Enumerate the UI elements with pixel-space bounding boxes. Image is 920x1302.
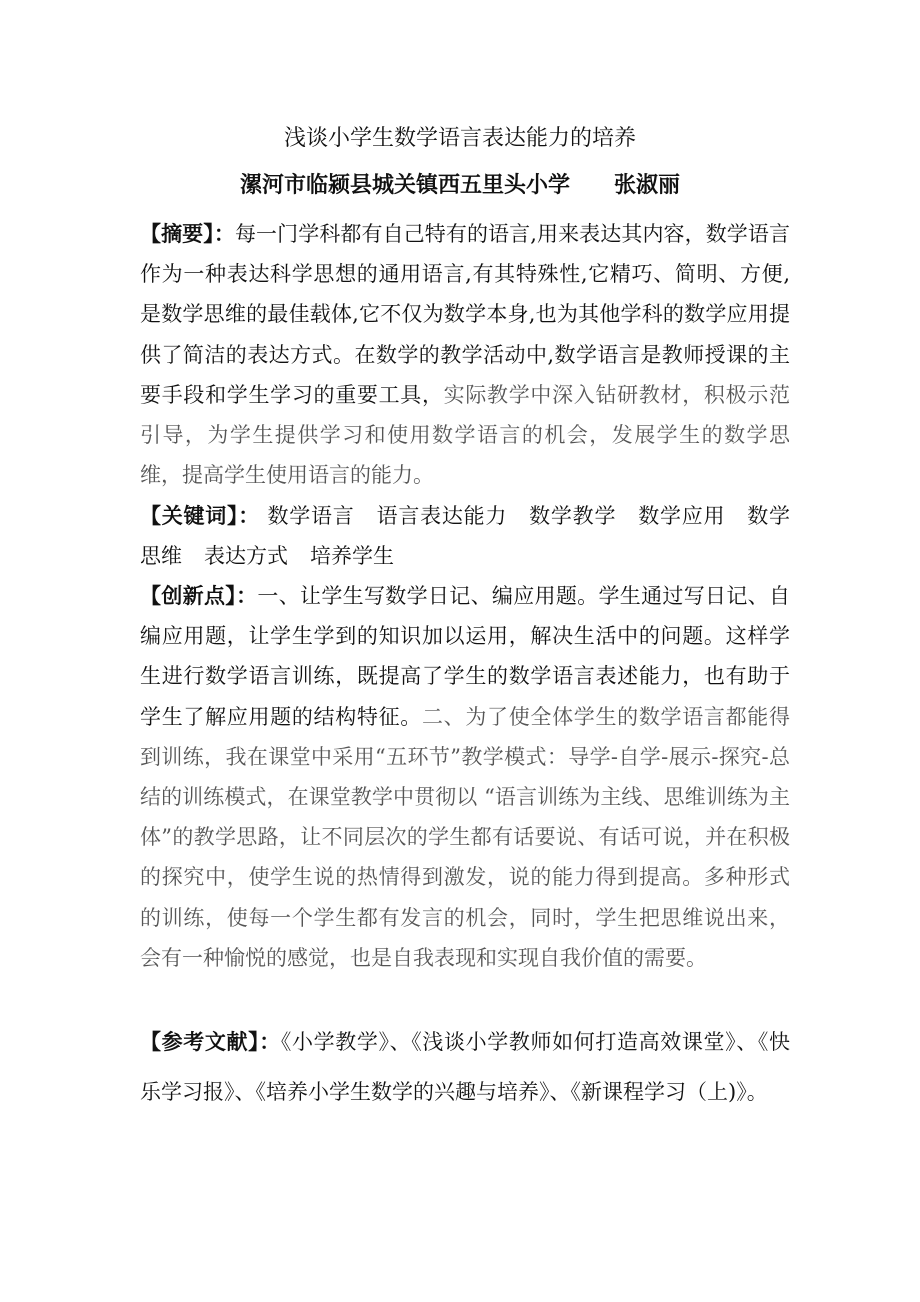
abstract-text: 每一门学科都有自己特有的语言,用来表达其内容，数学语言作为一种表达科学思想的通用语言,有其特殊性,它精巧、简明、方便,是数学思维的最佳载体,它不仅为数学本身,也为其他学科的数学应用提供了简洁的表达方式。在数学的教学活动中,数学语言是教师授课的主要手段和学生学习的重要工具，: [140, 222, 790, 407]
abstract-section: [140, 214, 790, 495]
keyword-item: 数学应用: [638, 504, 726, 528]
references-label: 【参考文献】：: [140, 1029, 281, 1054]
abstract-label: 【摘要】：: [140, 221, 235, 246]
references-section: [140, 1017, 790, 1117]
keyword-item: 表达方式: [204, 544, 288, 569]
keyword-item: 语言表达能力: [376, 504, 508, 528]
innovation-text-gray: 二、为了使全体学生的数学语言都能得到训练，我在课堂中采用“五环节”教学模式：导学-自学-展示-探究-总结的训练模式，在课堂教学中贯彻以 “语言训练为主线、思维训练为主体”的教学思路，让不同层次的学生都有话要说、有话可说，并在积极的探究中，使学生说的热情得到激发，说的能力得到提高。多种形式的训练，使每一个学生都有发言的机会，同时，学生把思维说出来，会有一种愉悦的感觉，也是自我表现和实现自我价值的需要。: [140, 704, 791, 970]
keywords-label: 【关键词】：: [140, 503, 261, 528]
keyword-item: 数学语言: [267, 504, 355, 528]
references-text: 《小学教学》、《浅谈小学教师如何打造高效课堂》、《快乐学习报》、《培养小学生数学的兴趣与培养》、《新课程学习（上)》。: [140, 1030, 790, 1104]
keyword-item: 数学教学: [529, 504, 617, 528]
page-title: 浅谈小学生数学语言表达能力的培养: [283, 126, 636, 151]
innovation-text: 一、让学生写数学日记、编应用题。学生通过写日记、自编应用题，让学生学到的知识加以运用，解决生活中的问题。这样学生进行数学语言训练，既提高了学生的数学语言表述能力，也有助于学生了解应用题的结构特征。: [140, 584, 791, 729]
keywords-section: [140, 496, 790, 576]
author-name: 张淑丽: [614, 172, 681, 198]
abstract-text-gray: 实际教学中深入钻研教材，积极示范引导，为学生提供学习和使用数学语言的机会，发展学生的数学思维，提高学生使用语言的能力。: [140, 382, 790, 488]
keyword-item: 培养学生: [310, 544, 394, 569]
innovation-section: [140, 576, 790, 978]
author-line: [0, 170, 920, 200]
innovation-label: 【创新点】：: [140, 583, 258, 608]
keyword-item: 数学思维: [140, 504, 791, 569]
author-school: 漯河市临颍县城关镇西五里头小学: [239, 172, 570, 198]
